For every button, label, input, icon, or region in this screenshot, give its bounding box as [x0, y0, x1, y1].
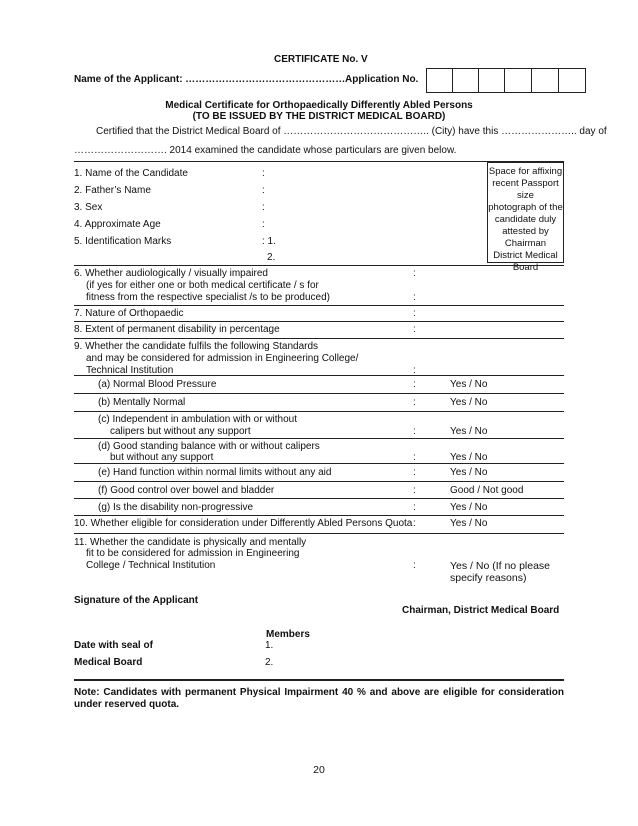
identification-mark-1: : 1.	[262, 236, 276, 247]
standard-b-value[interactable]: Yes / No	[450, 397, 488, 408]
applicant-name-label: Name of the Applicant: …………………………………………	[74, 74, 346, 85]
colon: :	[262, 219, 265, 230]
field-orthopaedic-label: 7. Nature of Orthopaedic	[74, 308, 184, 319]
photo-box-line: candidate duly	[494, 214, 557, 225]
field-impaired-note: (if yes for either one or both medical certificate / s for	[86, 280, 319, 291]
colon: :	[262, 168, 265, 179]
standard-c-value[interactable]: Yes / No	[450, 426, 488, 437]
standard-f-label: (f) Good control over bowel and bladder	[98, 485, 275, 496]
divider	[74, 515, 564, 516]
standard-d-value[interactable]: Yes / No	[450, 452, 488, 463]
divider	[74, 321, 564, 322]
field-disability-label: 8. Extent of permanent disability in percentage	[74, 324, 280, 335]
colon: :	[262, 185, 265, 196]
colon: :	[413, 324, 416, 335]
colon: :	[413, 560, 416, 571]
chairman-label: Chairman, District Medical Board	[402, 605, 560, 616]
standard-f-value[interactable]: Good / Not good	[450, 485, 524, 496]
field-impaired-label: 6. Whether audiologically / visually impaired	[74, 268, 268, 279]
colon: :	[413, 467, 416, 478]
field-age-label: 4. Approximate Age	[74, 219, 161, 230]
standard-g-value[interactable]: Yes / No	[450, 502, 488, 513]
applicant-signature-label: Signature of the Applicant	[74, 595, 199, 606]
photo-box-line: Board	[512, 262, 539, 273]
standard-c-label-2: calipers but without any support	[110, 426, 251, 437]
member-2: 2.	[265, 657, 274, 668]
divider	[74, 375, 564, 376]
field-fathers-name-label: 2. Father’s Name	[74, 185, 151, 196]
colon: :	[413, 308, 416, 319]
standard-c-label: (c) Independent in ambulation with or without	[98, 414, 298, 425]
colon: :	[413, 292, 416, 303]
field-standards-line-3: Technical Institution	[86, 365, 174, 376]
divider	[74, 463, 564, 464]
divider	[74, 481, 564, 482]
colon: :	[262, 202, 265, 213]
note-line-2: under reserved quota.	[74, 699, 180, 710]
divider	[74, 533, 564, 534]
photo-box-line: District Medical	[493, 250, 558, 261]
field-fitness-label: 11. Whether the candidate is physically and mentally	[74, 537, 307, 548]
standard-d-label-2: but without any support	[110, 452, 214, 463]
field-sex-label: 3. Sex	[74, 202, 103, 213]
colon: :	[413, 379, 416, 390]
photo-box-line: recent Passport size	[492, 178, 559, 201]
certificate-heading: Medical Certificate for Orthopaedically Differently Abled Persons	[165, 100, 473, 111]
field-standards-line-2: and may be considered for admission in Engineering College/	[86, 353, 359, 364]
field-candidate-name-label: 1. Name of the Candidate	[74, 168, 188, 179]
standard-d-label: (d) Good standing balance with or without calipers	[98, 441, 320, 452]
photo-box	[487, 162, 564, 273]
divider	[74, 305, 564, 306]
field-quota-value[interactable]: Yes / No	[450, 518, 488, 529]
photo-box-line: attested by	[502, 226, 549, 237]
field-identification-label: 5. Identification Marks	[74, 236, 172, 247]
field-fitness-line-3: College / Technical Institution	[86, 560, 216, 571]
colon: :	[413, 485, 416, 496]
colon: :	[413, 365, 416, 376]
note-line-1: Note: Candidates with permanent Physical Impairment 40 % and above are eligible for consideration	[74, 687, 564, 698]
divider	[74, 438, 564, 439]
photo-box-line: Space for affixing	[488, 166, 563, 177]
field-standards-label: 9. Whether the candidate fulfils the following Standards	[74, 341, 319, 352]
intro-line-2: ………………………. 2014 examined the candidate whose particulars are given below.	[74, 145, 457, 156]
divider	[74, 498, 564, 499]
field-fitness-reason: specify reasons)	[450, 572, 527, 584]
colon: :	[413, 452, 416, 463]
divider	[74, 338, 564, 339]
certificate-title: CERTIFICATE No. V	[274, 54, 368, 65]
certificate-subheading: (TO BE ISSUED BY THE DISTRICT MEDICAL BOARD)	[192, 111, 446, 122]
colon: :	[413, 268, 416, 279]
members-label: Members	[266, 629, 310, 640]
standard-b-label: (b) Mentally Normal	[98, 397, 186, 408]
standard-a-label: (a) Normal Blood Pressure	[98, 379, 217, 390]
divider-fields	[74, 265, 564, 266]
field-impaired-note-2: fitness from the respective specialist /s to be produced)	[86, 292, 331, 303]
standard-e-label: (e) Hand function within normal limits without any aid	[98, 467, 332, 478]
date-seal-label: Date with seal of	[74, 640, 153, 651]
medical-board-label: Medical Board	[74, 657, 143, 668]
intro-line-1: Certified that the District Medical Board of …………………………………….. (City) have this ………………….. day of	[96, 126, 607, 137]
photo-box-line: photograph of the	[488, 202, 563, 213]
divider-note	[74, 679, 564, 681]
photo-box-line: Chairman	[504, 238, 547, 249]
colon: :	[413, 518, 416, 529]
field-fitness-value[interactable]: Yes / No (If no please	[450, 560, 551, 572]
standard-a-value[interactable]: Yes / No	[450, 379, 488, 390]
page-number: 20	[313, 764, 325, 776]
identification-mark-2: 2.	[267, 252, 276, 263]
field-fitness-line-2: fit to be considered for admission in Engineering	[86, 548, 300, 559]
colon: :	[413, 426, 416, 437]
colon: :	[413, 502, 416, 513]
application-no-label: Application No.	[345, 74, 419, 85]
member-1: 1.	[265, 640, 274, 651]
field-quota-label: 10. Whether eligible for consideration under Differently Abled Persons Quota	[74, 518, 413, 529]
standard-e-value[interactable]: Yes / No	[450, 467, 488, 478]
standard-g-label: (g) Is the disability non-progressive	[98, 502, 254, 513]
divider	[74, 393, 564, 394]
colon: :	[413, 397, 416, 408]
divider	[74, 411, 564, 412]
application-no-boxes[interactable]	[426, 68, 586, 93]
